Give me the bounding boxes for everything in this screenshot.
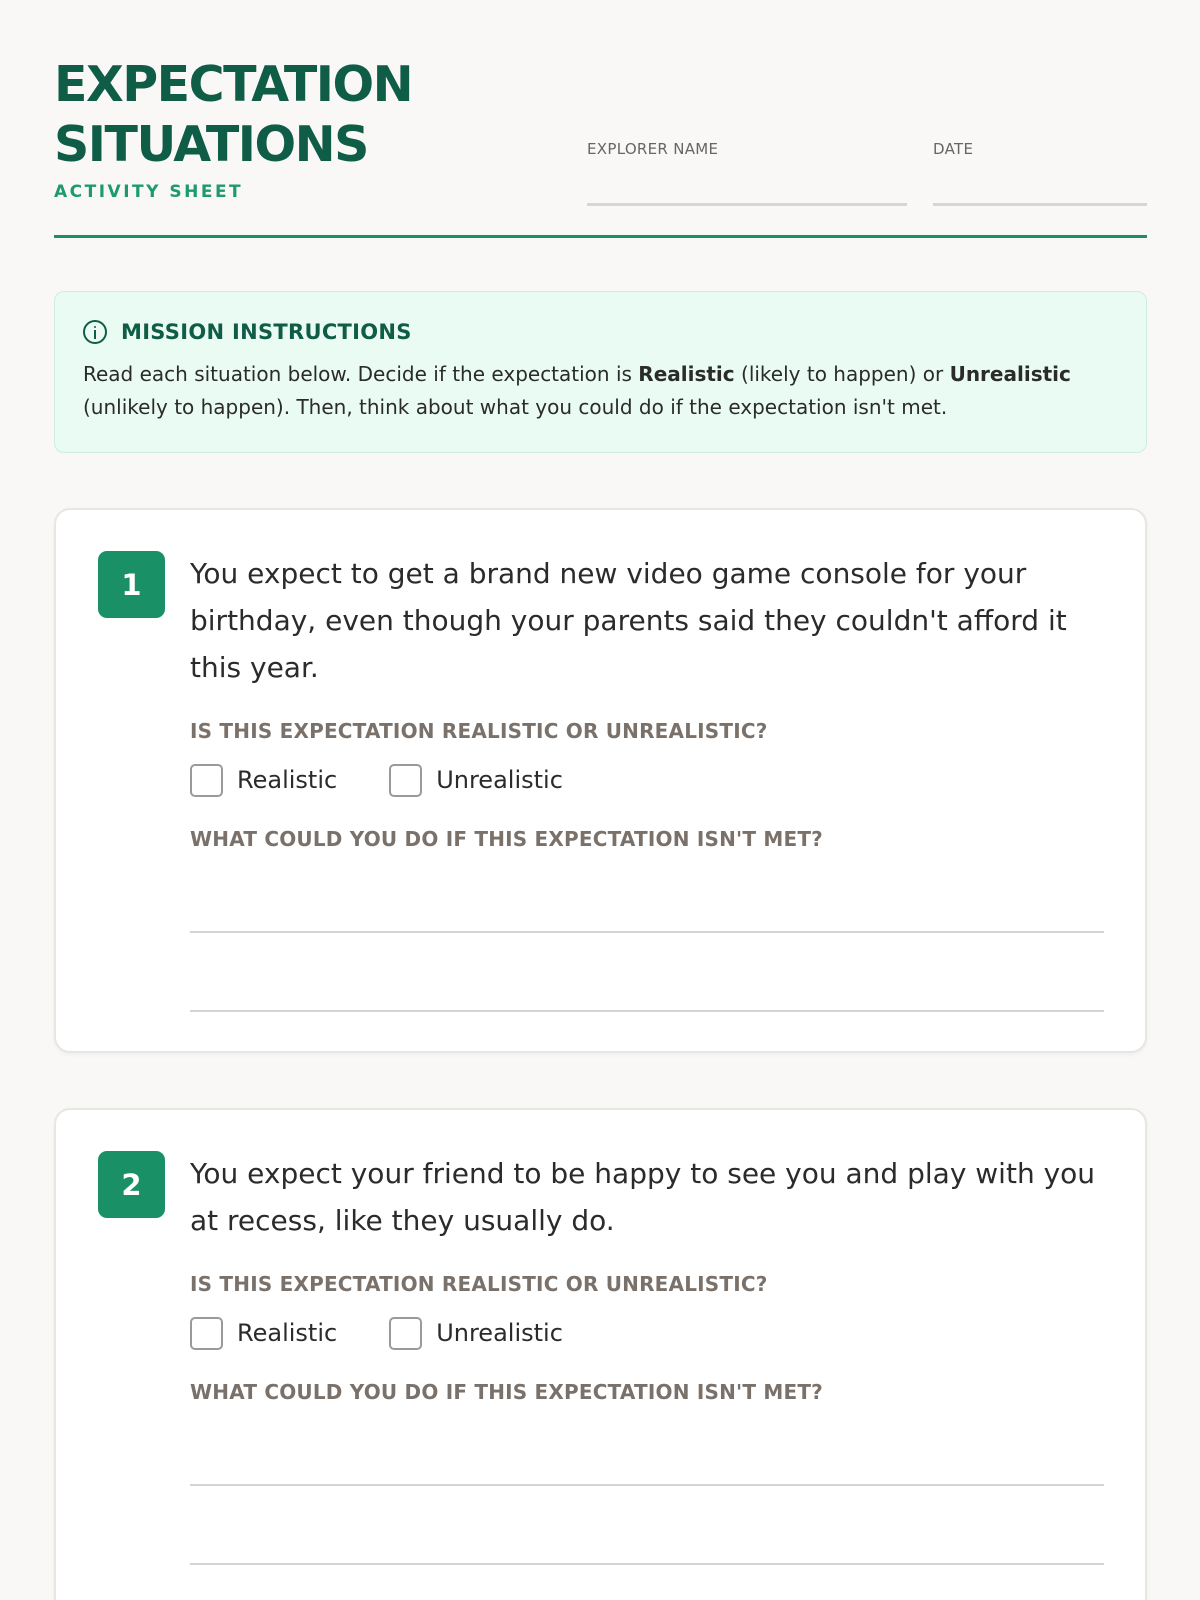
page-title: EXPECTATION SITUATIONS <box>54 56 413 173</box>
realistic-checkbox[interactable] <box>190 764 223 797</box>
situation-card-1 <box>54 508 1147 1053</box>
date-line[interactable] <box>933 203 1147 206</box>
instructions-text-part: Read each situation below. Decide if the expectation is <box>83 362 639 386</box>
explorer-name-line[interactable] <box>587 203 907 206</box>
action-prompt: WHAT COULD YOU DO IF THIS EXPECTATION ISN'T MET? <box>190 1380 823 1404</box>
realistic-option[interactable] <box>190 1317 337 1350</box>
action-prompt: WHAT COULD YOU DO IF THIS EXPECTATION ISN'T MET? <box>190 827 823 851</box>
realistic-option[interactable] <box>190 764 337 797</box>
situation-number-badge: 2 <box>98 1151 165 1218</box>
instructions-header <box>83 320 1119 344</box>
explorer-name-label: EXPLORER NAME <box>587 140 719 158</box>
realistic-label: Realistic <box>237 766 338 794</box>
date-label: DATE <box>933 140 974 158</box>
instructions-text-part: (unlikely to happen). Then, think about what you could do if the expectation isn't met. <box>83 395 948 419</box>
unrealistic-option[interactable] <box>389 1317 563 1350</box>
situation-body <box>190 1150 1110 1565</box>
classify-prompt: IS THIS EXPECTATION REALISTIC OR UNREALISTIC? <box>190 1272 768 1296</box>
answer-line[interactable] <box>190 1484 1104 1486</box>
instructions-bold-unrealistic: Unrealistic <box>949 362 1071 386</box>
classify-prompt: IS THIS EXPECTATION REALISTIC OR UNREALISTIC? <box>190 719 768 743</box>
page-subtitle: ACTIVITY SHEET <box>54 182 244 202</box>
situation-body <box>190 550 1110 1012</box>
unrealistic-option[interactable] <box>389 764 563 797</box>
answer-line[interactable] <box>190 1563 1104 1565</box>
unrealistic-label: Unrealistic <box>436 766 563 794</box>
situation-text: You expect your friend to be happy to see you and play with you at recess, like they usually do. <box>190 1157 1096 1237</box>
answer-line[interactable] <box>190 1010 1104 1012</box>
header <box>54 0 1147 238</box>
instructions-text-part: (likely to happen) or <box>734 362 950 386</box>
instructions-title: MISSION INSTRUCTIONS <box>121 320 412 344</box>
classify-options <box>190 763 1110 797</box>
situation-text: You expect to get a brand new video game console for your birthday, even though your parents said they couldn't afford it this year. <box>190 557 1067 684</box>
unrealistic-label: Unrealistic <box>436 1319 563 1347</box>
worksheet-page <box>54 0 1147 1404</box>
mission-instructions <box>54 291 1147 453</box>
date-field[interactable] <box>933 140 973 158</box>
instructions-bold-realistic: Realistic <box>638 362 735 386</box>
explorer-name-field[interactable] <box>587 140 718 158</box>
realistic-checkbox[interactable] <box>190 1317 223 1350</box>
situation-number-badge: 1 <box>98 551 165 618</box>
realistic-label: Realistic <box>237 1319 338 1347</box>
answer-line[interactable] <box>190 931 1104 933</box>
instructions-text <box>83 358 1123 424</box>
unrealistic-checkbox[interactable] <box>389 1317 422 1350</box>
classify-options <box>190 1316 1110 1350</box>
situation-card-2 <box>54 1108 1147 1600</box>
info-icon <box>83 320 107 344</box>
unrealistic-checkbox[interactable] <box>389 764 422 797</box>
